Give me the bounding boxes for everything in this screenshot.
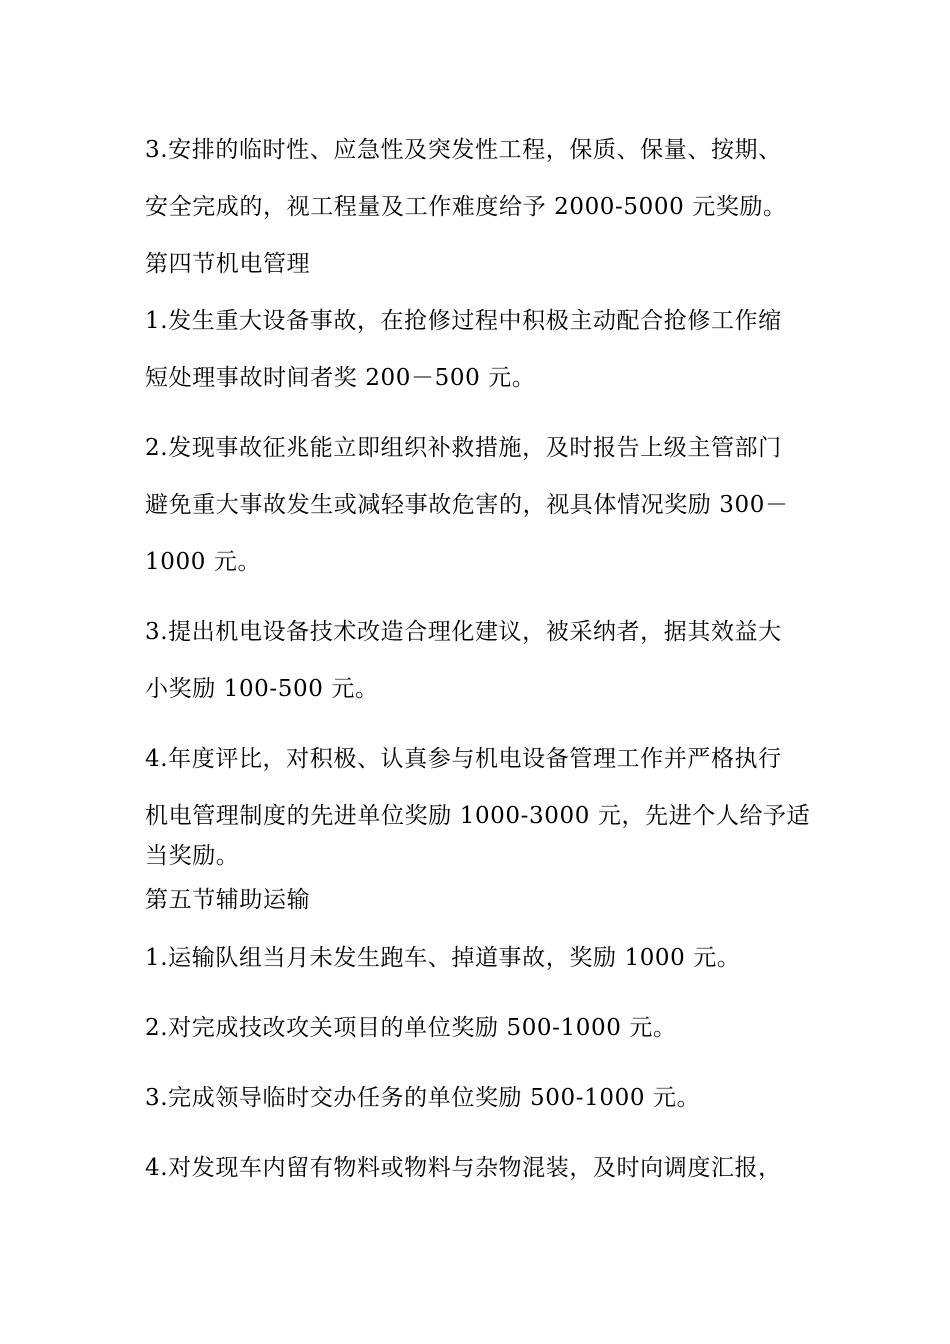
text-line: 2.对完成技改攻关项目的单位奖励 500-1000 元。 <box>145 1015 677 1041</box>
text-line: 2.发现事故征兆能立即组织补救措施，及时报告上级主管部门 <box>145 435 782 461</box>
text-line: 1000 元。 <box>145 549 262 575</box>
section-heading: 第五节辅助运输 <box>145 887 311 913</box>
text-line: 短处理事故时间者奖 200－500 元。 <box>145 365 536 391</box>
text-line: 3.完成领导临时交办任务的单位奖励 500-1000 元。 <box>145 1085 701 1111</box>
text-line: 3.提出机电设备技术改造合理化建议，被采纳者，据其效益大 <box>145 619 782 645</box>
text-line: 1.运输队组当月未发生跑车、掉道事故，奖励 1000 元。 <box>145 945 741 971</box>
text-line: 避免重大事故发生或减轻事故危害的，视具体情况奖励 300－ <box>145 492 789 518</box>
text-line: 4.对发现车内留有物料或物料与杂物混装，及时向调度汇报， <box>145 1155 782 1181</box>
text-line: 小奖励 100-500 元。 <box>145 676 379 702</box>
text-line: 1.发生重大设备事故，在抢修过程中积极主动配合抢修工作缩 <box>145 308 782 334</box>
section-heading: 第四节机电管理 <box>145 251 311 277</box>
text-line: 4.年度评比，对积极、认真参与机电设备管理工作并严格执行 <box>145 746 782 772</box>
text-line: 安全完成的，视工程量及工作难度给予 2000-5000 元奖励。 <box>145 194 787 220</box>
text-line: 3.安排的临时性、应急性及突发性工程，保质、保量、按期、 <box>145 137 782 163</box>
text-line: 机电管理制度的先进单位奖励 1000-3000 元，先进个人给予适 <box>145 803 811 829</box>
text-line: 当奖励。 <box>145 843 240 869</box>
